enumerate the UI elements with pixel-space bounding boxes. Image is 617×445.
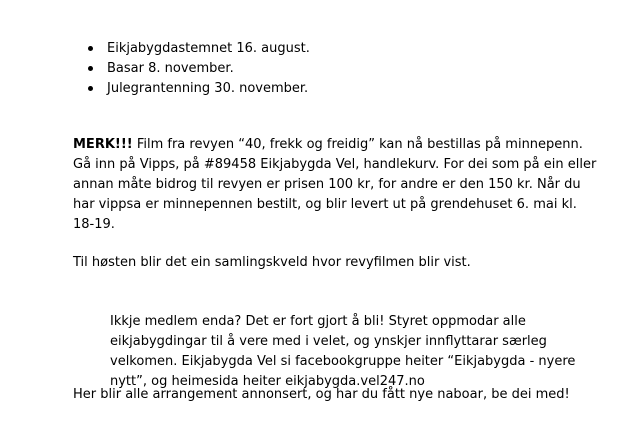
list-item — [86, 59, 310, 79]
membership-line: Ikkje medlem enda? Det er fort gjort å bli! Styret oppmodar alle — [110, 314, 526, 329]
membership-line: velkomen. Eikjabygda Vel si facebookgruppe heiter “Eikjabygda - nyere — [110, 354, 576, 369]
list-item — [86, 39, 310, 59]
bullet-icon — [88, 46, 93, 51]
closing-paragraph: Her blir alle arrangement annonsert, og har du fått nye naboar, be dei med! — [73, 387, 570, 402]
film-notice-paragraph — [73, 135, 596, 235]
event-text: Eikjabygdastemnet 16. august. — [107, 41, 310, 56]
bullet-icon — [88, 86, 93, 91]
membership-line: eikjabygdingar til å vere med i velet, og ynskjer innflyttarar særleg — [110, 334, 547, 349]
bullet-icon — [88, 66, 93, 71]
notice-line: annan måte bidrog til revyen er prisen 100 kr, for andre er den 150 kr. Når du — [73, 177, 581, 192]
membership-paragraph — [110, 312, 575, 392]
event-list — [86, 39, 310, 99]
list-item — [86, 79, 310, 99]
notice-line-rest: Film fra revyen “40, frekk og freidig” kan nå bestillas på minnepenn. — [132, 137, 583, 152]
autumn-paragraph: Til høsten blir det ein samlingskveld hvor revyfilmen blir vist. — [73, 255, 471, 270]
notice-line: har vippsa er minnepennen bestilt, og blir levert ut på grendehuset 6. mai kl. — [73, 197, 577, 212]
notice-line: 18-19. — [73, 217, 115, 232]
event-text: Julegrantenning 30. november. — [107, 81, 309, 96]
event-text: Basar 8. november. — [107, 61, 234, 76]
notice-line — [73, 135, 596, 155]
membership-line: nytt”, og heimesida heiter eikjabygda.vel247.no — [110, 374, 425, 389]
notice-line: Gå inn på Vipps, på #89458 Eikjabygda Vel, handlekurv. For dei som på ein eller — [73, 157, 597, 172]
notice-lead: MERK!!! — [73, 137, 133, 152]
